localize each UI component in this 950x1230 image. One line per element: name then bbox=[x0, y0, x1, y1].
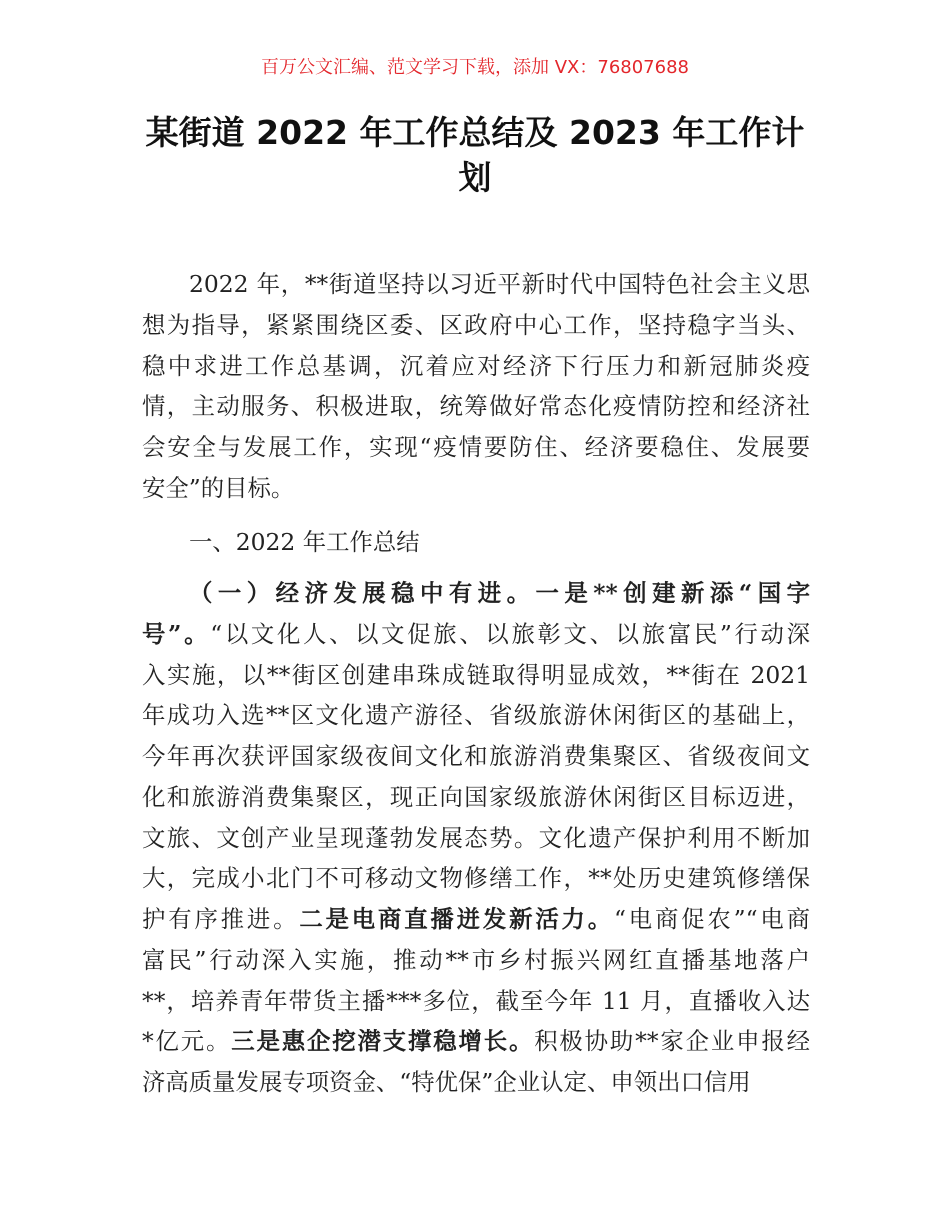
text-run: 入实施，以**街区创建串珠成链取得明显成效，**街在 2021 bbox=[142, 660, 810, 689]
text-run: 今年再次获评国家级夜间文化和旅游消费集聚区、省级夜间文 bbox=[142, 742, 810, 770]
text-line bbox=[142, 1021, 810, 1062]
bold-text: 二是电商直播迸发新活力。 bbox=[299, 905, 614, 933]
text-line bbox=[142, 522, 810, 563]
watermark-banner: 百万公文汇编、范文学习下载，添加 VX：76807688 bbox=[261, 57, 689, 78]
text-run: 大，完成小北门不可移动文物修缮工作，**处历史建筑修缮保 bbox=[142, 864, 810, 893]
text-line bbox=[142, 736, 810, 777]
text-line bbox=[142, 940, 810, 981]
text-line bbox=[142, 899, 810, 940]
text-run: 2022 年，**街道坚持以习近平新时代中国特色社会主义思 bbox=[189, 270, 810, 298]
text-line bbox=[142, 981, 810, 1022]
text-line bbox=[142, 468, 810, 509]
text-line bbox=[142, 695, 810, 736]
text-line bbox=[142, 427, 810, 468]
text-line bbox=[142, 346, 810, 387]
text-run: 年成功入选**区文化遗产游径、省级旅游休闲街区的基础上， bbox=[142, 701, 810, 730]
text-line bbox=[142, 614, 810, 655]
text-run: “电商促农”“电商 bbox=[613, 905, 811, 933]
text-run: 会安全与发展工作，实现“疫情要防住、经济要稳住、发展要 bbox=[142, 433, 810, 461]
text-line bbox=[142, 858, 810, 899]
text-run: 文旅、文创产业呈现蓬勃发展态势。文化遗产保护利用不断加 bbox=[142, 823, 810, 852]
bold-text: 三是惠企挖潜支撑稳增长。 bbox=[231, 1027, 535, 1056]
text-line bbox=[142, 777, 810, 818]
text-run: 一、2022 年工作总结 bbox=[189, 528, 420, 556]
text-run: 积极协助**家企业申报经 bbox=[534, 1027, 810, 1056]
text-line bbox=[142, 1062, 810, 1103]
bold-text: 号”。 bbox=[142, 619, 211, 648]
text-line bbox=[142, 305, 810, 346]
text-run: 稳中求进工作总基调，沉着应对经济下行压力和新冠肺炎疫 bbox=[142, 351, 810, 380]
text-run: “以文化人、以文促旅、以旅彰文、以旅富民”行动深 bbox=[210, 619, 810, 648]
text-run: **，培养青年带货主播***多位，截至今年 11 月，直播收入达 bbox=[142, 986, 810, 1015]
text-run: 化和旅游消费集聚区，现正向国家级旅游休闲街区目标迈进， bbox=[142, 782, 810, 811]
text-run: 济高质量发展专项资金、“特优保”企业认定、申领出口信用 bbox=[142, 1068, 751, 1096]
text-run: 富民”行动深入实施，推动**市乡村振兴网红直播基地落户 bbox=[142, 945, 810, 974]
text-line bbox=[142, 573, 810, 614]
text-run: 情，主动服务、积极进取，统筹做好常态化疫情防控和经济社 bbox=[142, 392, 810, 421]
section-heading bbox=[142, 522, 810, 563]
text-line bbox=[142, 386, 810, 427]
text-run: 护有序推进。 bbox=[142, 905, 300, 933]
text-run: 想为指导，紧紧围绕区委、区政府中心工作，坚持稳字当头、 bbox=[142, 310, 810, 339]
text-line bbox=[142, 264, 810, 305]
text-line bbox=[142, 818, 810, 859]
bold-text: （一）经济发展稳中有进。一是**创建新添“国字 bbox=[189, 579, 810, 607]
text-run: *亿元。 bbox=[142, 1027, 232, 1056]
intro-paragraph bbox=[142, 264, 810, 509]
text-line bbox=[142, 655, 810, 696]
text-run: 安全”的目标。 bbox=[142, 473, 295, 502]
economic-development-paragraph bbox=[142, 573, 810, 1103]
document-title: 某街道 2022 年工作总结及 2023 年工作计划 bbox=[145, 113, 805, 197]
